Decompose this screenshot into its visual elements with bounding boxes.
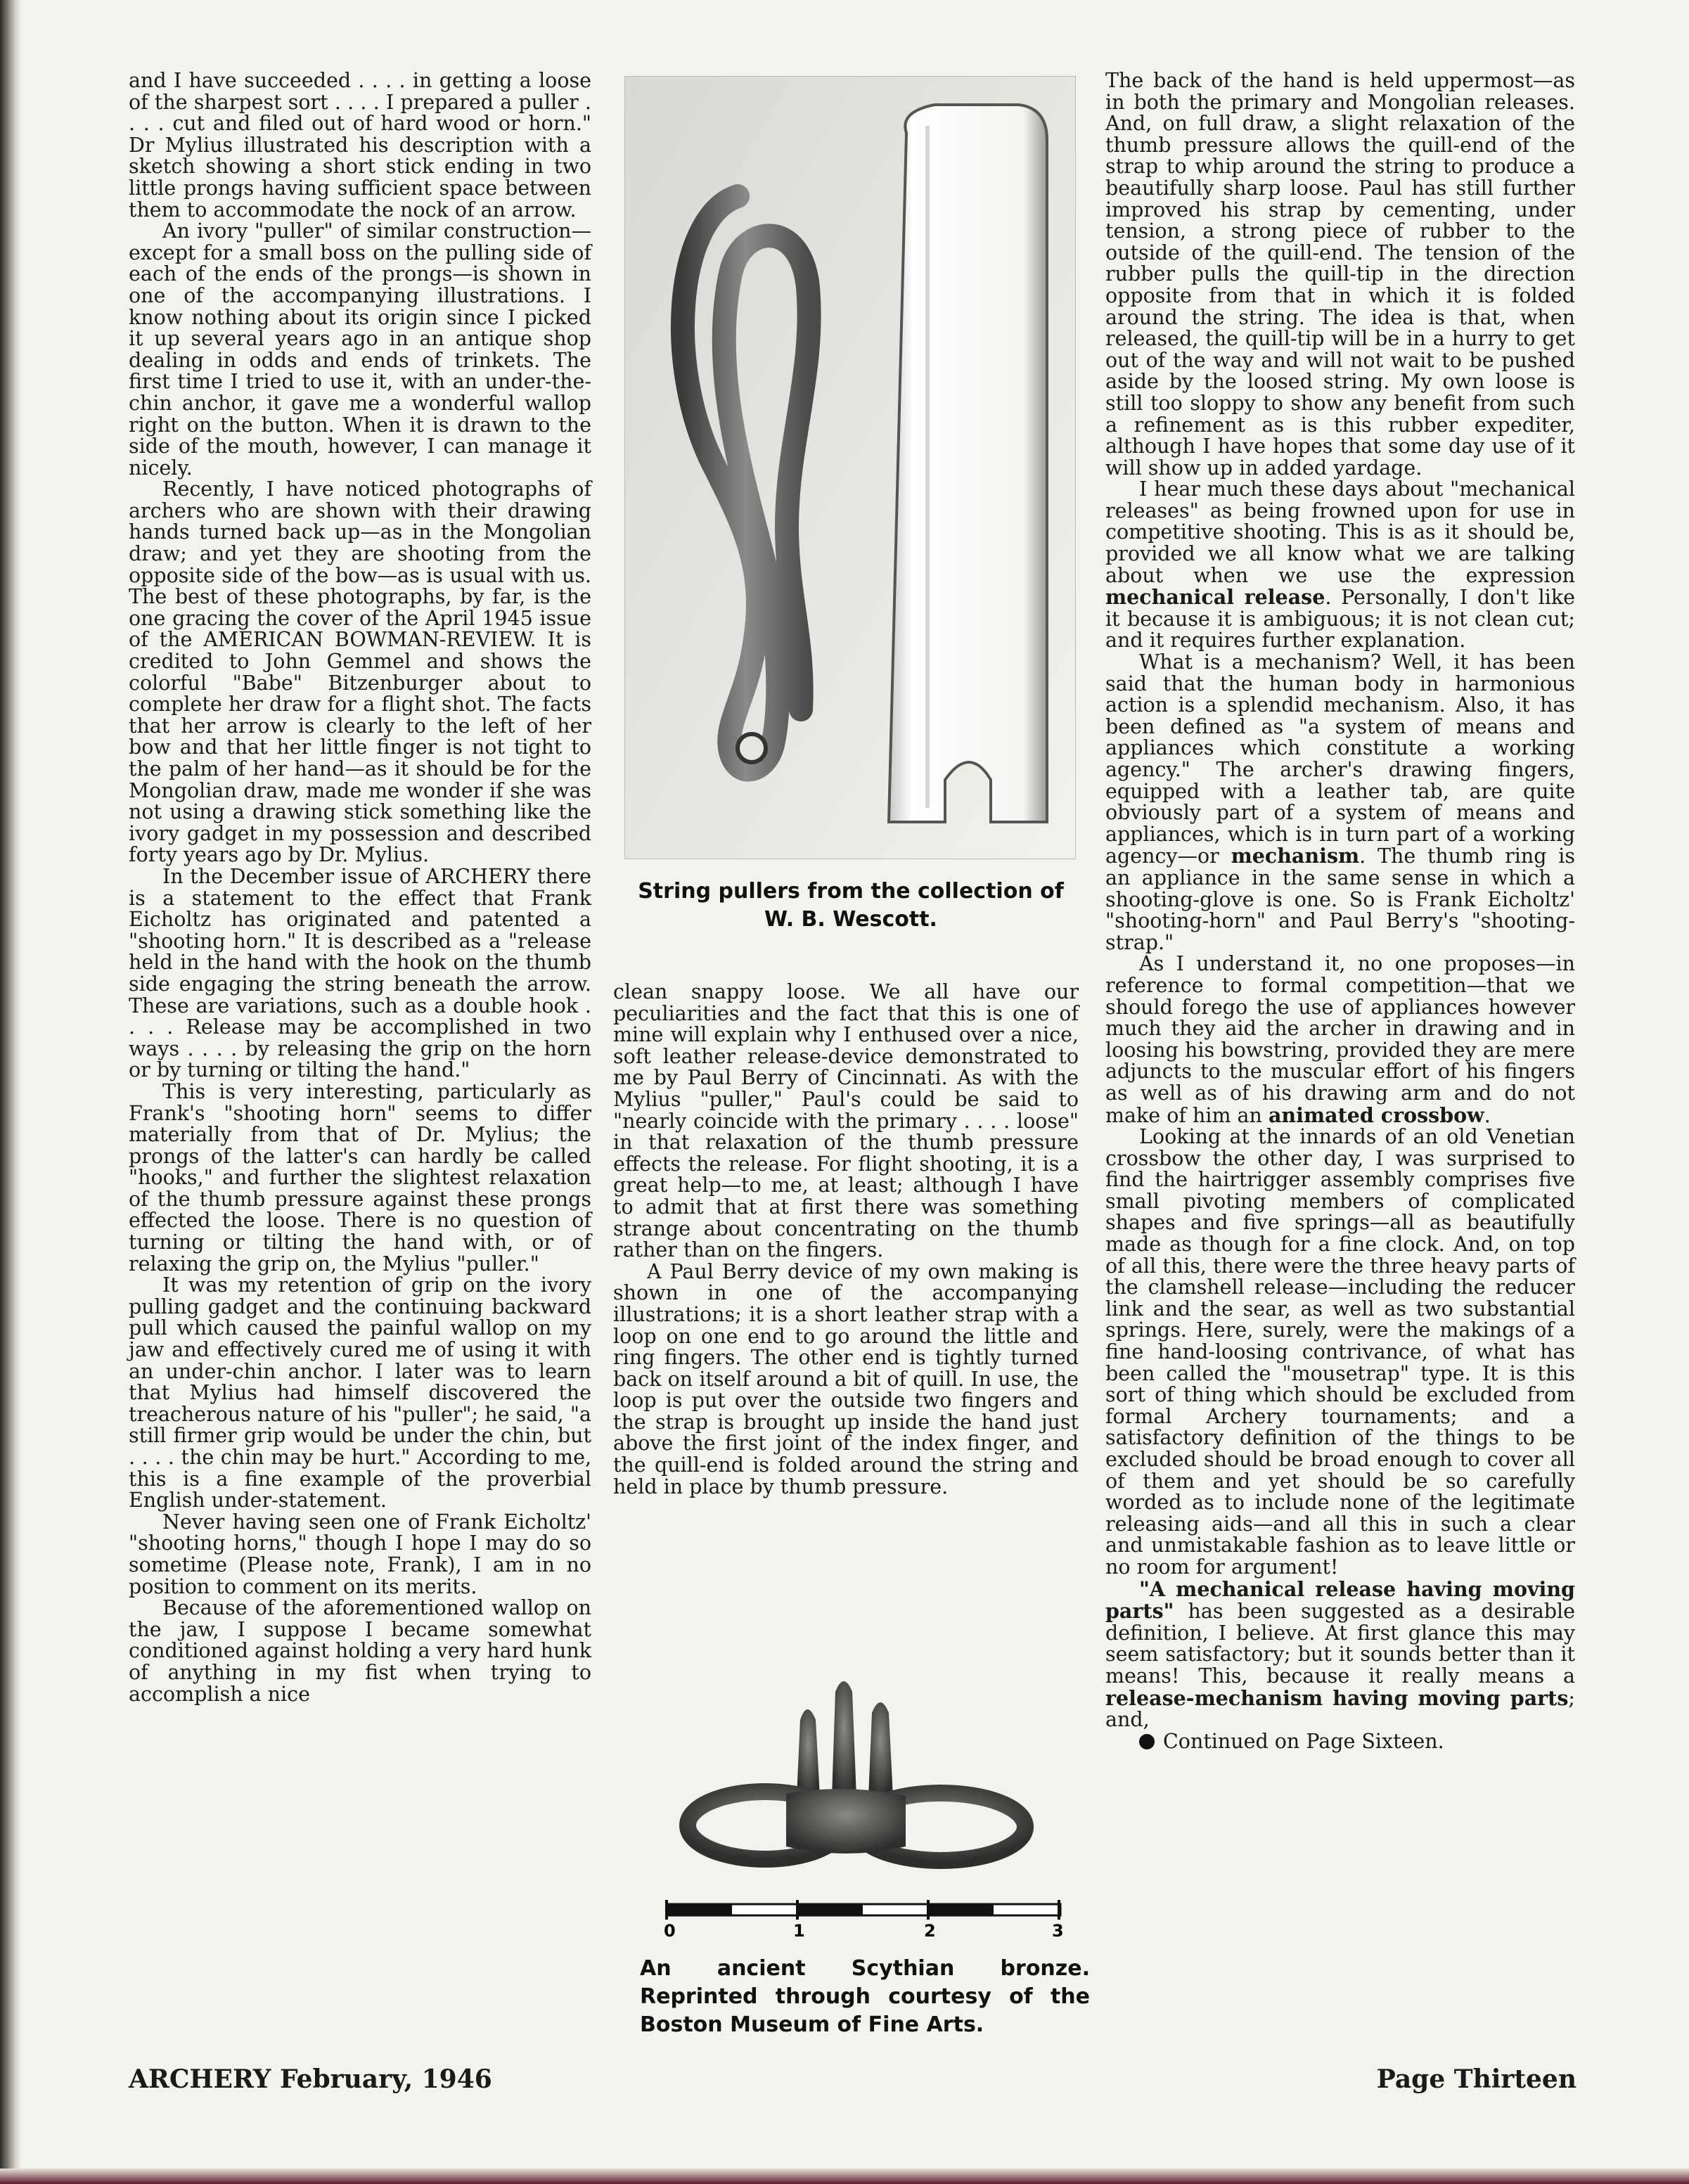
text-column-3 — [1105, 70, 1575, 2025]
footer-publication: ARCHERY February, 1946 — [129, 2064, 492, 2094]
scale-label: 0 — [664, 1921, 676, 1939]
paragraph: Because of the aforementioned wallop on the jaw, I suppose I became somewhat conditioned against holding a very hard hunk of anything in my fist when trying to accomplish a nice — [129, 1596, 591, 1706]
page-edge-shadow — [0, 0, 21, 2184]
paragraph: It was my retention of grip on the ivory pulling gadget and the continuing backward pull which caused the painful wallop on my jaw and effectively cured me of using it with an under-chin anchor. I later was to learn that Mylius had himself discovered the treacherous nature of his "puller"; he said, "a still firmer grip would be under the chin, but . . . . the chin may be hurt." According to me, this is a fine example of the proverbial English under-statement. — [129, 1273, 591, 1512]
text-run: . — [1484, 1103, 1491, 1127]
continued-text: Continued on Page Sixteen. — [1163, 1729, 1444, 1753]
paragraph: Recently, I have noticed photographs of archers who are shown with their drawing hands turned back up—as in the Mongolian draw; and yet they are shooting from the opposite side of the bow—as is usual with us. The best of these photographs, by far, is the one gracing the cover of the April 1945 issue of the AMERICAN BOWMAN-REVIEW. It is credited to John Gemmel and shows the colorful "Babe" Bitzenburger about to complete her draw for a flight shot. The facts that her arrow is clearly to the left of her bow and that her little finger is not tight to the palm of her hand—as it should be for the Mongolian draw, made me wonder if she was not using a drawing stick something like the ivory gadget in my possession and described forty years ago by Dr. Mylius. — [129, 477, 591, 867]
text-run: As I understand it, no one proposes—in reference to formal competition—that we should forego the use of appliances however much they aid the archer in drawing and in loosing his bowstring, provided they are mere adjuncts to the muscular effort of his fingers as well as of his drawing arm and do not make of him an — [1105, 952, 1575, 1127]
paragraph: Looking at the innards of an old Venetian crossbow the other day, I was surprised to find the hairtrigger assembly comprises five small pivoting members of complicated shapes and five springs—all as beautifully made as though for a fine clock. And, on top of all this, there were the three heavy parts of the clamshell release—including the reducer link and the sear, as well as two substantial springs. Here, surely, were the makings of a fine hand-loosing contrivance, of what has been called the "mousetrap" type. It is this sort of thing which should be excluded from formal Archery tournaments; and a satisfactory definition of the things to be excluded should be broad enough to cover all of them and yet should be so carefully worded as to include none of the legitimate releasing aids—and all this in such a clear and unmistakable fashion as to leave little or no room for argument! — [1105, 1125, 1575, 1579]
paragraph — [1105, 1576, 1575, 1732]
emphasis: mechanical release — [1105, 585, 1325, 610]
scale-label: 2 — [924, 1921, 936, 1939]
paragraph: clean snappy loose. We all have our peculiarities and the fact that this is one of mine will explain why I enthused over a nice, soft leather release-device demonstrated to me by Paul Berry of Cincinnati. As with the Mylius "puller," Paul's could be said to "nearly coincide with the primary . . . . loose" in that relaxation of the thumb pressure effects the release. For flight shooting, it is a great help—to me, at least; although I have to admit that at first there was something strange about concentrating on the thumb rather than on the fingers. — [613, 980, 1079, 1262]
text-run: What is a mechanism? Well, it has been said that the human body in harmonious action is a splendid mechanism. Also, it has been defined as "a system of means and appliances which constitute a working agency." The archer's drawing fingers, equipped with a leather tab, are quite obviously part of a system of means and appliances, which is in turn part of a working agency—or — [1105, 650, 1575, 868]
text-run: . Personally, I don't like it because it is ambiguous; it is not clean cut; and it requires further explanation. — [1105, 586, 1575, 653]
bullet-icon — [1139, 1734, 1155, 1749]
scythian-bronze-illustration — [660, 1636, 1069, 1939]
paragraph: Never having seen one of Frank Eicholtz' "shooting horns," though I hope I may do so sometime (Please note, Frank), I am in no position to comment on its merits. — [129, 1510, 591, 1598]
emphasis: "A mechanical release having moving parts" — [1105, 1576, 1575, 1624]
string-pullers-illustration — [625, 77, 1075, 859]
paragraph — [1105, 652, 1575, 953]
text-column-1 — [129, 70, 591, 2011]
string-pullers-photo — [624, 76, 1076, 859]
scythian-bronze-photo — [660, 1636, 1069, 1939]
figure-caption-bronze: An ancient Scythian bronze. Reprinted through courtesy of the Boston Museum of Fine Arts. — [640, 1956, 1090, 2037]
footer-page-number: Page Thirteen — [1376, 2064, 1576, 2094]
paragraph: This is very interesting, particularly as Frank's "shooting horn" seems to differ materially from that of Dr. Mylius; the prongs of the latter's can hardly be called "hooks," and further the slightest relaxation of the thumb pressure against these prongs effected the loose. There is no question of turning or tilting the hand with, or of relaxing the grip on, the Mylius "puller." — [129, 1079, 591, 1276]
paragraph: and I have succeeded . . . . in getting a loose of the sharpest sort . . . . I prepared a puller . . . . cut and filed out of hard wood or horn." Dr Mylius illustrated his description with a sketch showing a short stick ending in two little prongs having sufficient space between them to accommodate the nock of an arrow. — [129, 69, 591, 221]
text-run: has been suggested as a desirable definition, I believe. At first glance this may seem satisfactory; but it sounds better than it means! This, because it really means a — [1105, 1600, 1575, 1688]
continued-note — [1105, 1731, 1575, 1753]
paragraph: A Paul Berry device of my own making is shown in one of the accompanying illustrations; it is a short leather strap with a loop on one end to go around the little and ring fingers. The other end is tightly turned back on itself around a bit of quill. In use, the loop is put over the outside two fingers and the strap is brought up inside the hand just above the first joint of the index finger, and the quill-end is folded around the string and held in place by thumb pressure. — [613, 1259, 1079, 1498]
scale-label: 3 — [1052, 1921, 1064, 1939]
emphasis: mechanism — [1231, 844, 1360, 868]
text-run: ; and, — [1105, 1686, 1575, 1732]
page-edge-bottom — [0, 2169, 1689, 2184]
paragraph: The back of the hand is held uppermost—as in both the primary and Mongolian releases. And, on full draw, a slight relaxation of the thumb pressure allows the quill-end of the strap to whip around the string to produce a beautifully sharp loose. Paul has still further improved his strap by cementing, under tension, a strong piece of rubber to the outside of the quill-end. The tension of the rubber pulls the quill-tip in the direction opposite from that in which it is folded around the string. The idea is that, when released, the quill-tip will be in a hurry to get out of the way and will not wait to be pushed aside by the loosed string. My own loose is still too sloppy to show any benefit from such a refinement as is this rubber expediter, although I have hopes that some day use of it will show up in added yardage. — [1105, 69, 1575, 480]
text-column-2 — [613, 982, 1079, 1600]
text-run: I hear much these days about "mechanical releases" as being frowned upon for use in competitive shooting. This is as it should be, provided we all know what we are talking about when we use the expression — [1105, 477, 1575, 587]
paragraph — [1105, 953, 1575, 1126]
emphasis: release-mechanism having moving parts — [1105, 1685, 1569, 1710]
figure-caption-pullers: String pullers from the collection of W. B. Wescott. — [638, 879, 1064, 932]
text-run: . The thumb ring is an appliance in the same sense in which a shooting-glove is one. So is Frank Eicholtz' "shooting-horn" and Paul Berry's "shooting-strap." — [1105, 844, 1575, 954]
paragraph — [1105, 479, 1575, 652]
paragraph: An ivory "puller" of similar construction—except for a small boss on the pulling side of each of the ends of the prongs—is shown in one of the accompanying illustrations. I know nothing about its origin since I picked it up several years ago in an antique shop dealing in odds and ends of trinkets. The first time I tried to use it, with an under-the-chin anchor, it gave me a wonderful wallop right on the button. When it is drawn to the side of the mouth, however, I can manage it nicely. — [129, 219, 591, 480]
paragraph: In the December issue of ARCHERY there is a statement to the effect that Frank Eicholtz has originated and patented a "shooting horn." It is described as a "release held in the hand with the hook on the thumb side engaging the string beneath the arrow. These are variations, such as a double hook . . . . Release may be accomplished in two ways . . . . by releasing the grip on the horn or by turning or tilting the hand." — [129, 864, 591, 1082]
scale-label: 1 — [793, 1921, 805, 1939]
emphasis: animated crossbow — [1268, 1103, 1484, 1127]
